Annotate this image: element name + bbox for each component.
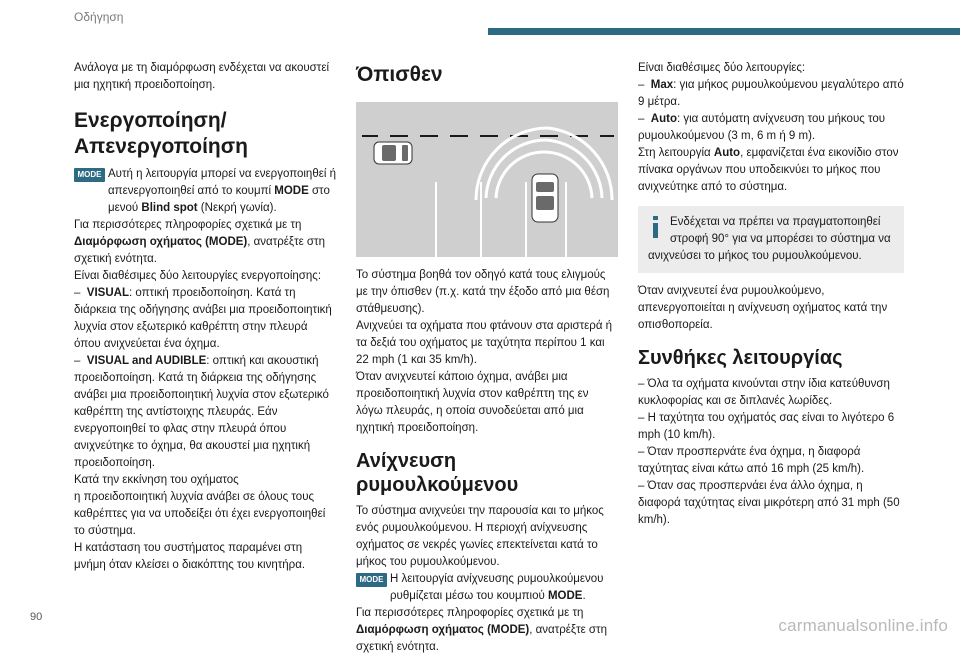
start-text-b: η προειδοποιητική λυχνία ανάβει σε όλους τους καθρέπτες για να υποδείξει ότι έχει ενεργοποιηθεί το σύστημα. [74, 491, 326, 537]
column-2 [356, 60, 618, 656]
mode-text-a: Αυτή η λειτουργία μπορεί να ενεργοποιηθεί ή απενεργοποιηθεί από το κουμπί [108, 168, 336, 197]
column-3 [638, 60, 904, 529]
mode-badge-icon: MODE [356, 573, 387, 587]
modes-available: Είναι διαθέσιμες δύο λειτουργίες: [638, 62, 806, 74]
mode-text-c: (Νεκρή γωνία). [197, 202, 277, 214]
trailer-mode-a: Η λειτουργία ανίχνευσης ρυμουλκούμενου ρυθμίζεται μέσω του κουμπιού [390, 573, 604, 602]
max-item: – Max: για μήκος ρυμουλκούμενου μεγαλύτερο από 9 μέτρα. [638, 79, 904, 108]
header-title: Οδήγηση [74, 10, 124, 24]
auto-display-bold: Auto [713, 147, 741, 159]
visual-audible-label: VISUAL and AUDIBLE [86, 355, 207, 367]
heading-reverse: Όπισθεν [356, 63, 443, 86]
visual-label: VISUAL [86, 287, 129, 299]
info-box [638, 206, 904, 273]
heading-trailer-detection: Ανίχνευση ρυμουλκούμενου [356, 450, 519, 496]
trailer-more-info-a: Για περισσότερες πληροφορίες σχετικά με τη [356, 607, 584, 619]
more-info-b: , ανατρέξτε στη σχετική ενότητα. [74, 236, 325, 265]
trailer-mode-block [356, 571, 618, 605]
reverse-parking-detection-illustration [356, 102, 618, 257]
condition-1: – Όλα τα οχήματα κινούνται στην ίδια κατεύθυνση κυκλοφορίας και σε διπλανές λωρίδες. [638, 378, 890, 407]
mode-text-b: στο μενού [108, 185, 330, 214]
condition-2: – Η ταχύτητα του οχήματός σας είναι το λιγότερο 6 mph (10 km/h). [638, 412, 895, 441]
condition-3: – Όταν προσπερνάτε ένα όχημα, η διαφορά ταχύτητας είναι κάτω από 16 mph (25 km/h). [638, 446, 865, 475]
auto-text: : για αυτόματη ανίχνευση του μήκους του ρυμουλκούμενου (3 m, 6 m ή 9 m). [638, 113, 886, 142]
trailer-mode-mode: MODE [547, 590, 583, 602]
trailer-mode-b: . [582, 590, 586, 602]
visual-audible-item: – VISUAL and AUDIBLE: οπτική και ακουστική προειδοποίηση. Κατά τη διάρκεια της οδήγησης ανάβει μια προειδοποιητική λυχνία στον εξωτερικό καθρέπτη της αντίστοιχης πλευράς. Εάν ενεργοποιηθεί το φλας στην πλευρά όπου ανιχνεύτηκε το όχημα, θα ακουστεί μια ηχητική προειδοποίηση. [74, 355, 329, 469]
info-box-text: Ενδέχεται να πρέπει να πραγματοποιηθεί στροφή 90° για να μπορέσει το σύστημα να ανιχνεύσει το μήκος του ρυμουλκούμενου. [648, 216, 891, 262]
more-info-a: Για περισσότερες πληροφορίες σχετικά με τη [74, 219, 302, 231]
trailer-more-info [356, 605, 618, 656]
trailer-more-info-bold: Διαμόρφωση οχήματος (MODE) [356, 624, 530, 636]
auto-display-a: Στη λειτουργία [638, 147, 714, 159]
page-number: 90 [30, 611, 43, 623]
watermark: carmanualsonline.info [778, 616, 948, 635]
condition-4: – Όταν σας προσπερνάει ένα άλλο όχημα, η διαφορά ταχύτητας είναι μικρότερη από 31 mph (50 km/h). [638, 480, 900, 526]
column-1 [74, 60, 336, 574]
deactivated-text: Όταν ανιχνευτεί ένα ρυμουλκούμενο, απενεργοποιείται η ανίχνευση οχήματος κατά την οπισθοπορεία. [638, 285, 888, 331]
heading-operating-conditions: Συνθήκες λειτουργίας [638, 347, 843, 369]
auto-display-b: , εμφανίζεται ένα εικονίδιο στον πίνακα οργάνων που υποδεικνύει το μήκος που ανιχνεύτηκε από το σύστημα. [638, 147, 899, 193]
reverse-p1: Το σύστημα βοηθά τον οδηγό κατά τους ελιγμούς με την όπισθεν (π.χ. κατά την έξοδο από μια θέση στάθμευσης). [356, 269, 610, 315]
max-label: Max [650, 79, 674, 91]
auto-display-text [638, 145, 904, 196]
info-icon [648, 216, 662, 238]
memory-text: Η κατάσταση του συστήματος παραμένει στη μνήμη όταν κλείσει ο διακόπτης του κινητήρα. [74, 542, 306, 571]
max-text: : για μήκος ρυμουλκούμενου μεγαλύτερο από 9 μέτρα. [638, 79, 904, 108]
more-info-text [74, 217, 336, 268]
header-accent-bar [488, 28, 960, 35]
mode-block [74, 166, 336, 217]
illustration-svg [356, 102, 618, 257]
mode-text-mode: MODE [274, 185, 309, 197]
more-info-bold: Διαμόρφωση οχήματος (MODE) [74, 236, 248, 248]
auto-label: Auto [650, 113, 677, 125]
heading-activation: Ενεργοποίηση/ Απενεργοποίηση [74, 109, 248, 158]
visual-item: – VISUAL: οπτική προειδοποίηση. Κατά τη διάρκεια της οδήγησης ανάβει μια προειδοποιητική λυχνία στον εξωτερικό καθρέπτη στην πλευρά όπου ανιχνεύεται ένα όχημα. [74, 287, 332, 350]
visual-audible-text: : οπτική και ακουστική προειδοποίηση. Κατά τη διάρκεια της οδήγησης ανάβει μια προειδοποιητική λυχνία στον εξωτερικό καθρέπτη της αντίστοιχης πλευράς. Εάν ενεργοποιηθεί το φλας στην πλευρά όπου ανιχνεύτηκε το όχημα, θα ακουστεί μια ηχητική προειδοποίηση. [74, 355, 329, 469]
reverse-p3: Όταν ανιχνευτεί κάποιο όχημα, ανάβει μια προειδοποιητική λυχνία στον καθρέπτη της εν λόγω πλευράς, η οποία συνοδεύεται από μια ηχητική προειδοποίηση. [356, 371, 589, 434]
start-text-a: Κατά την εκκίνηση του οχήματος [74, 474, 239, 486]
visual-text: : οπτική προειδοποίηση. Κατά τη διάρκεια της οδήγησης ανάβει μια προειδοποιητική λυχνία στον εξωτερικό καθρέπτη στην πλευρά όπου ανιχνεύεται ένα όχημα. [74, 287, 332, 350]
intro-text: Ανάλογα με τη διαμόρφωση ενδέχεται να ακουστεί μια ηχητική προειδοποίηση. [74, 62, 330, 91]
auto-item: – Auto: για αυτόματη ανίχνευση του μήκους του ρυμουλκούμενου (3 m, 6 m ή 9 m). [638, 113, 886, 142]
reverse-p2: Ανιχνεύει τα οχήματα που φτάνουν στα αριστερά ή τα δεξιά του οχήματος με ταχύτητα περίπου 1 και 22 mph (1 και 35 km/h). [356, 320, 613, 366]
trailer-p1: Το σύστημα ανιχνεύει την παρουσία και το μήκος ενός ρυμουλκούμενου. Η περιοχή ανίχνευσης οχήματος σε νεκρές γωνίες επεκτείνεται κατά το μήκος του ρυμουλκούμενου. [356, 505, 604, 568]
trailer-more-info-b: , ανατρέξτε στη σχετική ενότητα. [356, 624, 607, 653]
modes-intro: Είναι διαθέσιμες δύο λειτουργίες ενεργοποίησης: [74, 270, 322, 282]
mode-text-menu: Blind spot [141, 202, 198, 214]
mode-badge-icon: MODE [74, 168, 105, 182]
